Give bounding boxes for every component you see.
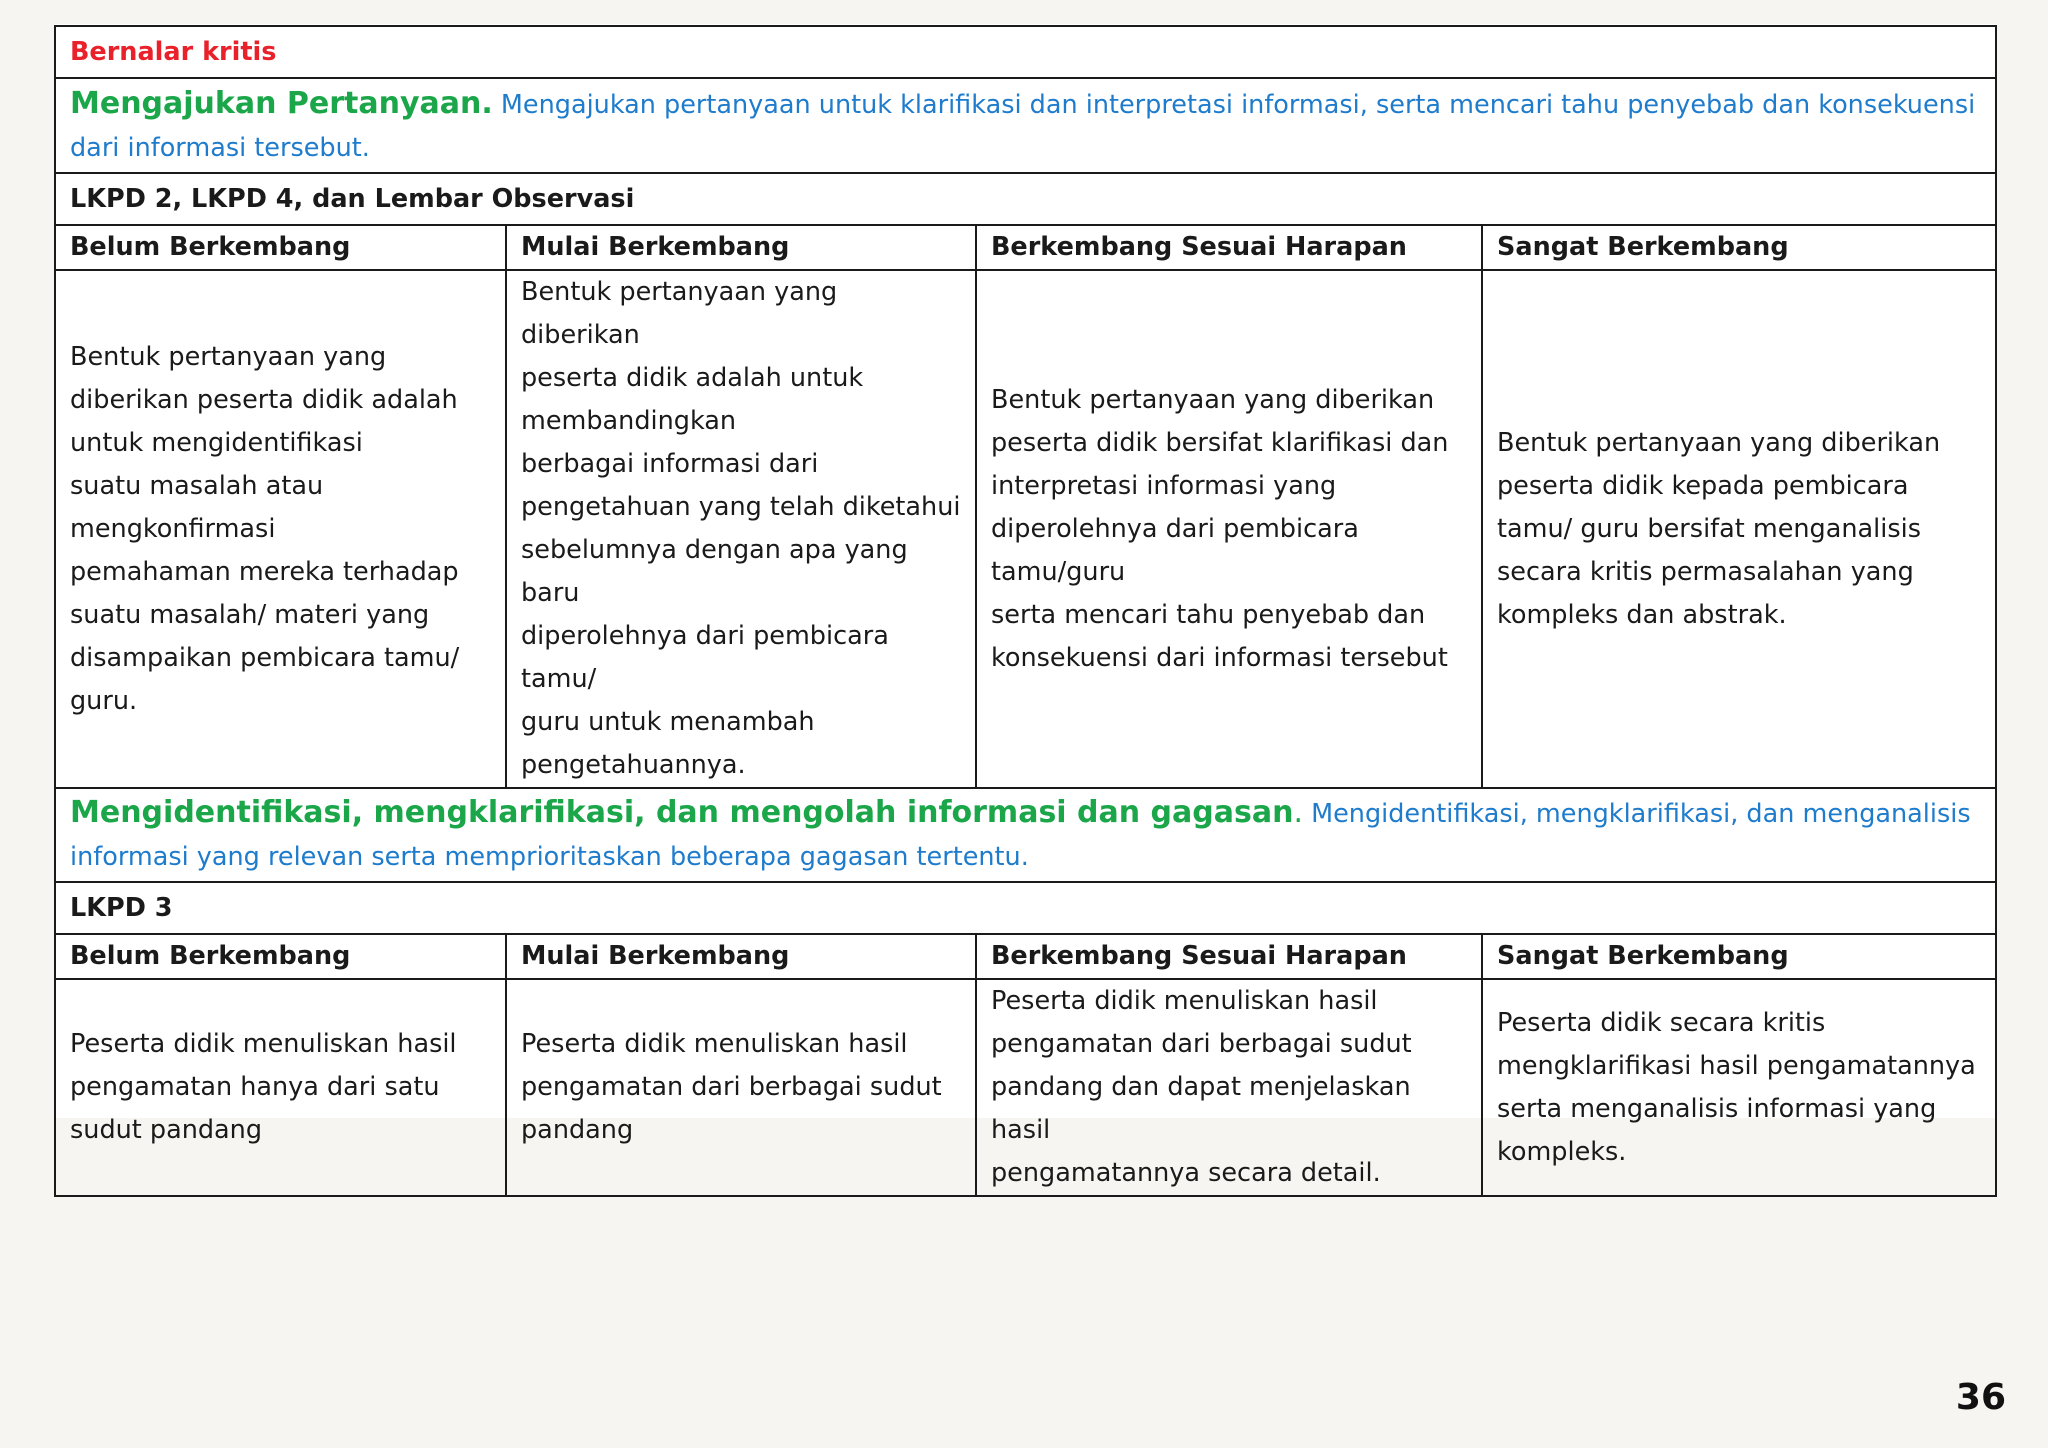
subelement-cell: Mengajukan Pertanyaan. Mengajukan pertanyaan untuk klarifikasi dan interpretasi informasi, serta mencari tahu penyebab dan konsekuensi dari informasi tersebut.: [55, 78, 1996, 173]
header-row: [55, 225, 1996, 270]
page-number: 36: [1955, 1377, 2006, 1418]
source-label: LKPD 2, LKPD 4, dan Lembar Observasi: [55, 173, 1996, 225]
column-header: Belum Berkembang: [55, 934, 506, 979]
criteria-cell: Bentuk pertanyaan yang diberikan peserta didik adalah untuk mengidentifikasi suatu masalah atau mengkonfirmasi pemahaman mereka terhadap suatu masalah/ materi yang disampaikan pembicara tamu/ guru.: [55, 270, 506, 788]
column-header: Sangat Berkembang: [1482, 934, 1996, 979]
criteria-cell: Bentuk pertanyaan yang diberikan peserta didik bersifat klarifikasi dan interpretasi informasi yang diperolehnya dari pembicara tamu/guru serta mencari tahu penyebab dan konsekuensi dari informasi tersebut: [976, 270, 1482, 788]
criteria-row: [55, 270, 1996, 788]
subelement-description: Mengajukan pertanyaan untuk klarifikasi dan interpretasi informasi, serta mencari tahu penyebab dan konsekuensi dari informasi tersebut.: [70, 89, 1976, 163]
subelement-cell: Mengidentifikasi, mengklarifikasi, dan mengolah informasi dan gagasan. Mengidentifikasi, mengklarifikasi, dan menganalisis informasi yang relevan serta memprioritaskan beberapa gagasan tertentu.: [55, 788, 1996, 882]
criteria-row: [55, 979, 1996, 1196]
source-label: LKPD 3: [55, 882, 1996, 934]
column-header: Mulai Berkembang: [506, 225, 976, 270]
subelement-row: [55, 788, 1996, 882]
header-row: [55, 934, 1996, 979]
criteria-cell: Bentuk pertanyaan yang diberikan peserta didik adalah untuk membandingkan berbagai informasi dari pengetahuan yang telah diketahui sebelumnya dengan apa yang baru diperolehnya dari pembicara tamu/ guru untuk menambah pengetahuannya.: [506, 270, 976, 788]
title-row: [55, 26, 1996, 78]
column-header: Mulai Berkembang: [506, 934, 976, 979]
rubric-table: [54, 25, 1997, 1205]
criteria-cell: Bentuk pertanyaan yang diberikan peserta didik kepada pembicara tamu/ guru bersifat menganalisis secara kritis permasalahan yang kompleks dan abstrak.: [1482, 270, 1996, 788]
criteria-cell: Peserta didik secara kritis mengklarifikasi hasil pengamatannya serta menganalisis informasi yang kompleks.: [1482, 979, 1996, 1196]
column-header: Belum Berkembang: [55, 225, 506, 270]
subelement-title: Mengajukan Pertanyaan: [70, 85, 482, 121]
criteria-cell: Peserta didik menuliskan hasil pengamatan dari berbagai sudut pandang dan dapat menjelaskan hasil pengamatannya secara detail.: [976, 979, 1482, 1196]
subelement-title: Mengidentifikasi, mengklarifikasi, dan mengolah informasi dan gagasan: [70, 795, 1294, 830]
subelement-description: Mengidentifikasi, mengklarifikasi, dan menganalisis informasi yang relevan serta memprioritaskan beberapa gagasan tertentu.: [70, 799, 1971, 872]
column-header: Sangat Berkembang: [1482, 225, 1996, 270]
subelement-row: [55, 78, 1996, 173]
source-row: [55, 882, 1996, 934]
column-header: Berkembang Sesuai Harapan: [976, 225, 1482, 270]
source-row: [55, 173, 1996, 225]
column-header: Berkembang Sesuai Harapan: [976, 934, 1482, 979]
table-continuation: [55, 1196, 1996, 1205]
criteria-cell: Peserta didik menuliskan hasil pengamatan dari berbagai sudut pandang: [506, 979, 976, 1196]
section-title: Bernalar kritis: [55, 26, 1996, 78]
criteria-cell: Peserta didik menuliskan hasil pengamatan hanya dari satu sudut pandang: [55, 979, 506, 1196]
